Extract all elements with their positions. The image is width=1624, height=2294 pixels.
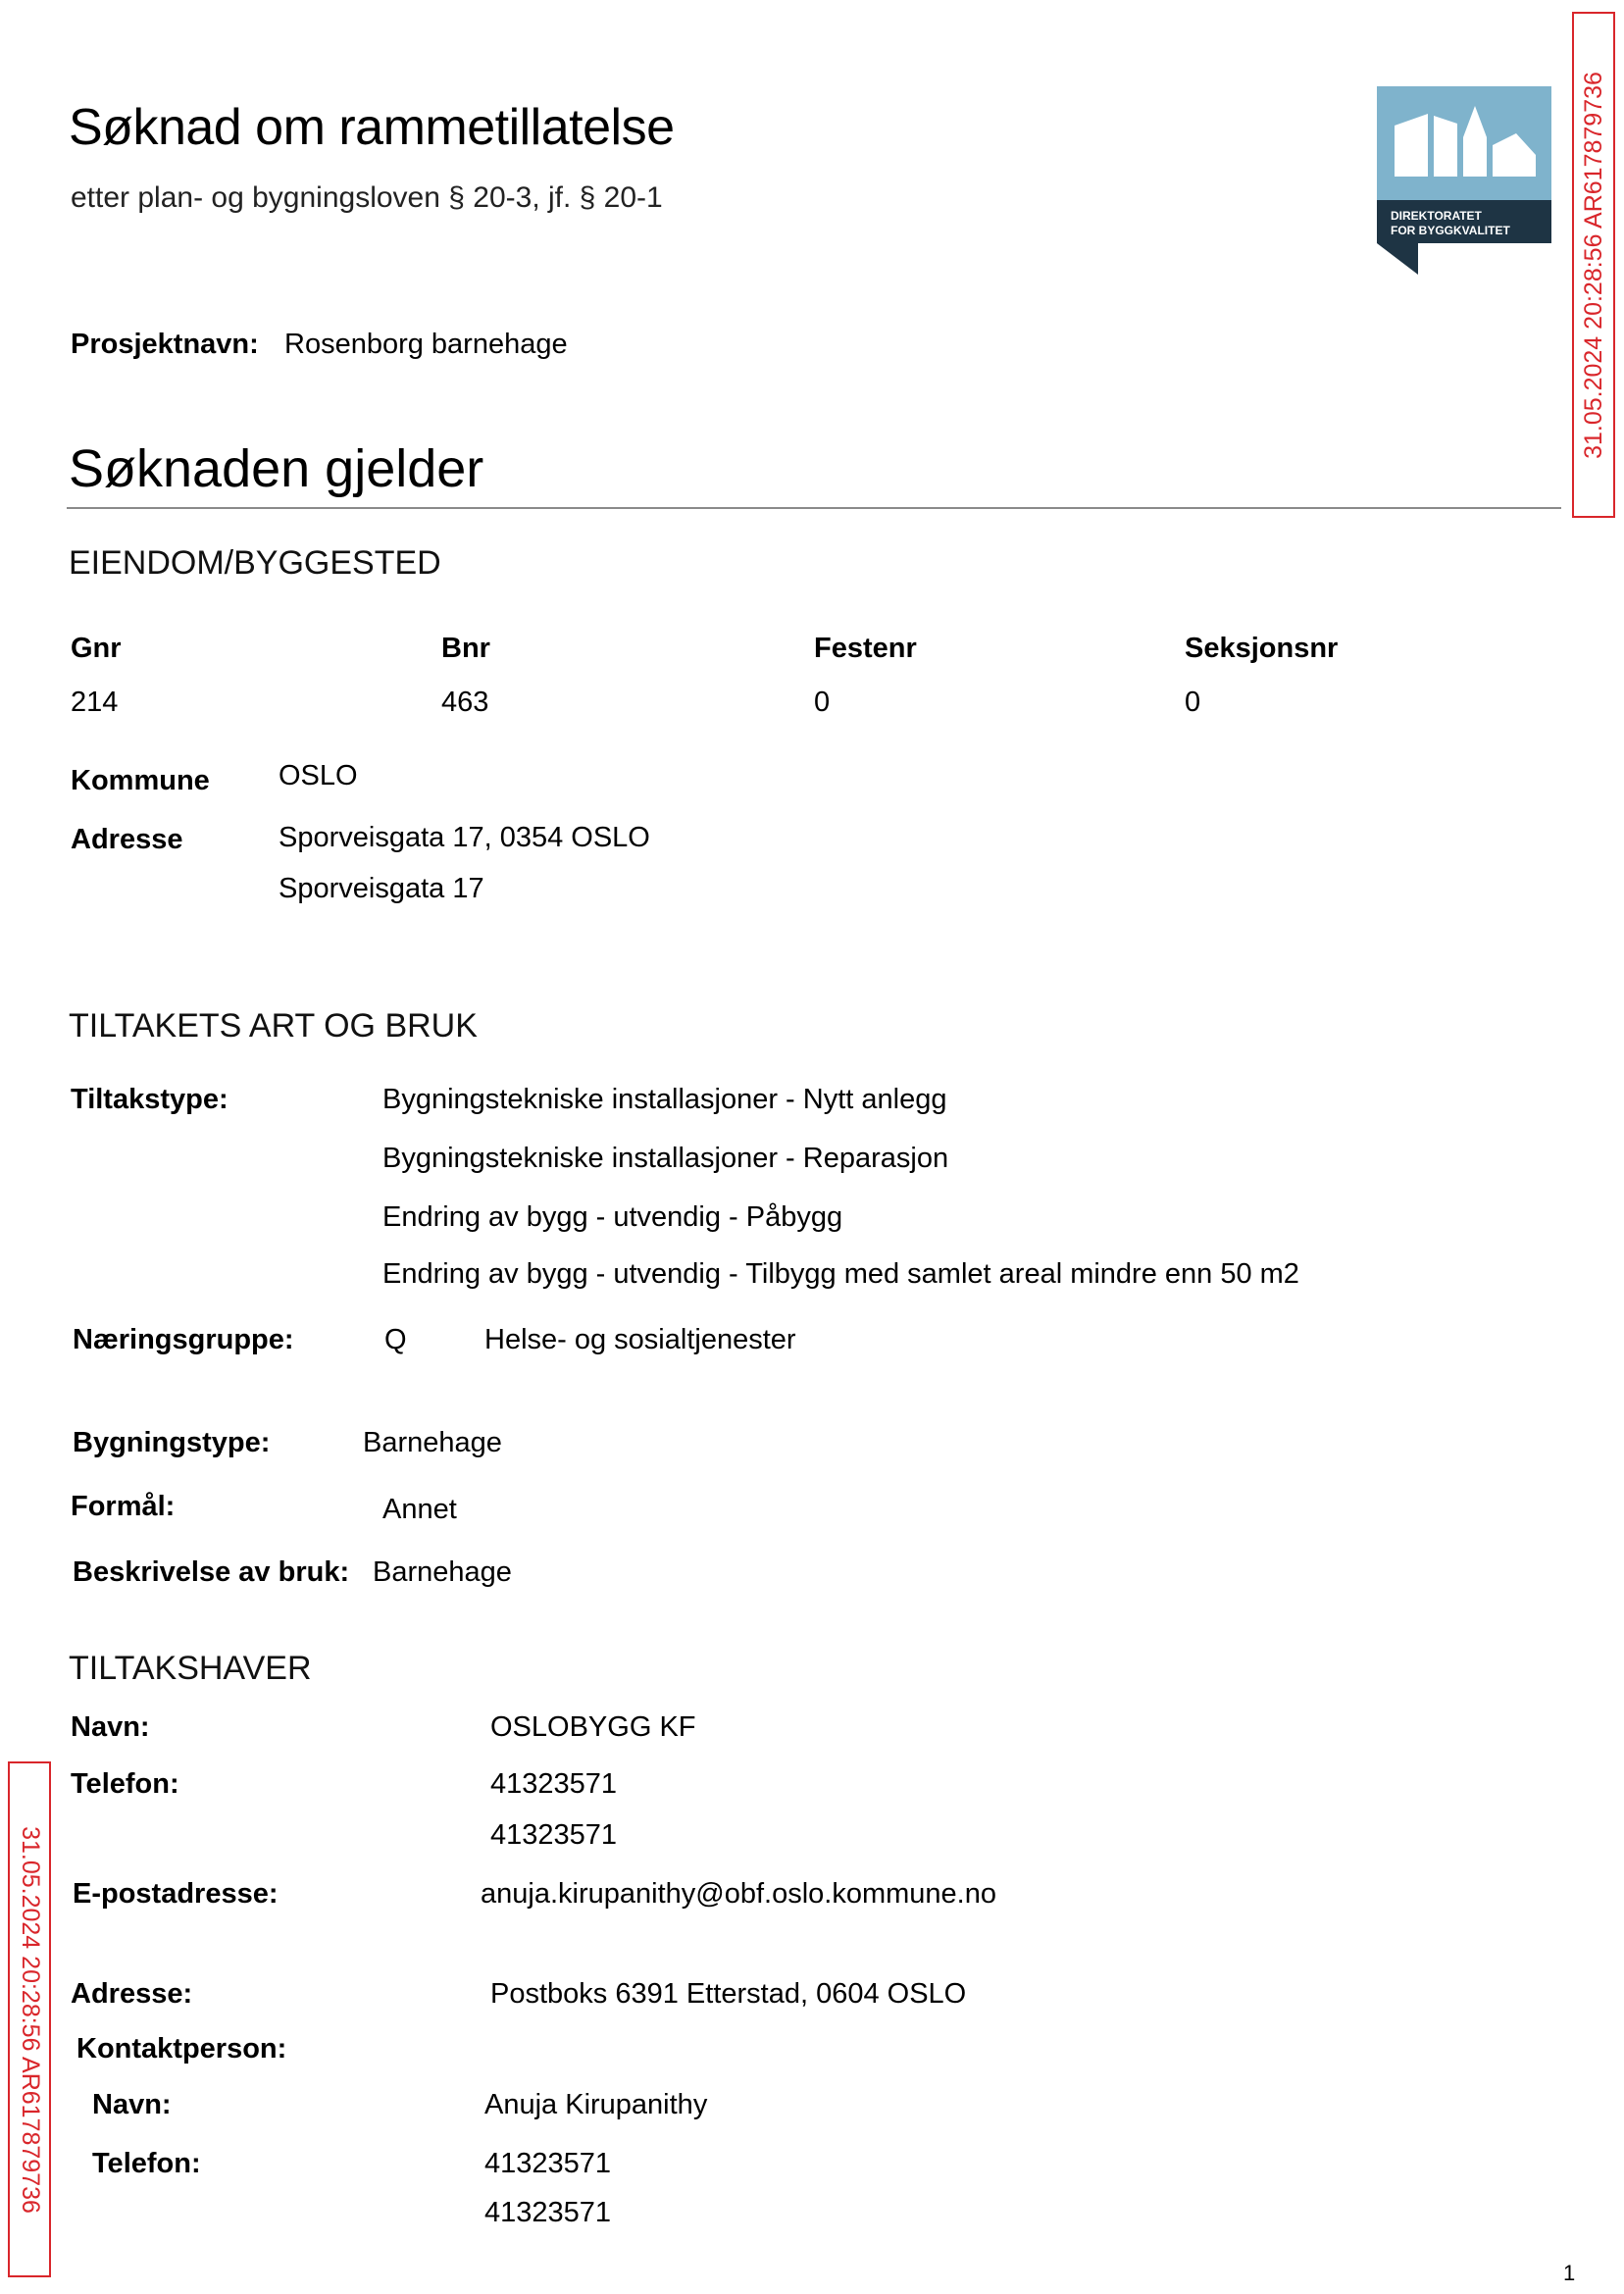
document-title: Søknad om rammetillatelse	[69, 99, 675, 156]
page-number: 1	[1563, 2261, 1576, 2285]
beskrivelse-label: Beskrivelse av bruk:	[73, 1556, 350, 1588]
section-title: Søknaden gjelder	[69, 439, 484, 498]
tiltakshaver-adresse-value: Postboks 6391 Etterstad, 0604 OSLO	[490, 1978, 967, 2010]
tiltakshaver-navn-label: Navn:	[71, 1711, 150, 1743]
kontaktperson-telefon-label: Telefon:	[92, 2148, 201, 2179]
tiltakstype-item: Bygningstekniske installasjoner - Nytt anlegg	[382, 1084, 947, 1115]
tiltakshaver-adresse-label: Adresse:	[71, 1978, 193, 2010]
receipt-stamp-text: 31.05.2024 20:28:56 AR617879736	[16, 1825, 44, 2214]
adresse-line2: Sporveisgata 17	[279, 873, 484, 904]
kontaktperson-telefon-value: 41323571	[484, 2197, 612, 2228]
tiltakshaver-telefon-value: 41323571	[490, 1819, 618, 1851]
tiltakshaver-epost-label: E-postadresse:	[73, 1878, 279, 1910]
formal-value: Annet	[382, 1494, 457, 1525]
receipt-stamp	[1572, 12, 1615, 518]
gnr-value: 214	[71, 687, 119, 718]
tiltakshaver-telefon-label: Telefon:	[71, 1768, 179, 1800]
tiltakstype-item: Endring av bygg - utvendig - Påbygg	[382, 1201, 843, 1233]
bygningstype-value: Barnehage	[363, 1427, 502, 1458]
gnr-label: Gnr	[71, 633, 122, 664]
festenr-label: Festenr	[814, 633, 917, 664]
kommune-value: OSLO	[279, 760, 358, 791]
kontaktperson-telefon-value: 41323571	[484, 2148, 612, 2179]
naeringsgruppe-code: Q	[384, 1324, 407, 1355]
document-subtitle: etter plan- og bygningsloven § 20-3, jf. § 20-1	[71, 181, 663, 214]
bygningstype-label: Bygningstype:	[73, 1427, 271, 1458]
tiltakshaver-navn-value: OSLOBYGG KF	[490, 1711, 696, 1743]
receipt-stamp-text: 31.05.2024 20:28:56 AR617879736	[1579, 71, 1607, 459]
kontaktperson-navn-label: Navn:	[92, 2089, 172, 2120]
tiltakshaver-heading: TILTAKSHAVER	[69, 1650, 312, 1687]
tiltakstype-label: Tiltakstype:	[71, 1084, 228, 1115]
seksjonsnr-label: Seksjonsnr	[1185, 633, 1339, 664]
beskrivelse-value: Barnehage	[373, 1556, 512, 1588]
section-divider	[67, 507, 1561, 509]
kontaktperson-label: Kontaktperson:	[76, 2033, 287, 2065]
tiltakshaver-telefon-value: 41323571	[490, 1768, 618, 1800]
tiltakstype-item: Endring av bygg - utvendig - Tilbygg med samlet areal mindre enn 50 m2	[382, 1258, 1299, 1290]
bnr-value: 463	[441, 687, 489, 718]
festenr-value: 0	[814, 687, 831, 718]
dibk-logo	[1377, 86, 1551, 275]
bnr-label: Bnr	[441, 633, 490, 664]
dibk-logo-graphic	[1377, 86, 1551, 275]
naeringsgruppe-text: Helse- og sosialtjenester	[484, 1324, 796, 1355]
eiendom-heading: EIENDOM/BYGGESTED	[69, 544, 441, 582]
tiltakstype-item: Bygningstekniske installasjoner - Reparasjon	[382, 1143, 949, 1174]
receipt-stamp	[8, 1761, 51, 2277]
project-name-value: Rosenborg barnehage	[284, 329, 568, 360]
adresse-line1: Sporveisgata 17, 0354 OSLO	[279, 822, 650, 853]
tiltakshaver-epost-value: anuja.kirupanithy@obf.oslo.kommune.no	[481, 1878, 996, 1910]
logo-text-line2: FOR BYGGKVALITET	[1391, 224, 1510, 237]
naeringsgruppe-label: Næringsgruppe:	[73, 1324, 294, 1355]
kontaktperson-navn-value: Anuja Kirupanithy	[484, 2089, 708, 2120]
kommune-label: Kommune	[71, 765, 210, 796]
adresse-label: Adresse	[71, 824, 183, 855]
logo-text-line1: DIREKTORATET	[1391, 209, 1482, 223]
project-name-label: Prosjektnavn:	[71, 329, 259, 360]
tiltak-heading: TILTAKETS ART OG BRUK	[69, 1007, 478, 1045]
seksjonsnr-value: 0	[1185, 687, 1201, 718]
formal-label: Formål:	[71, 1491, 176, 1522]
